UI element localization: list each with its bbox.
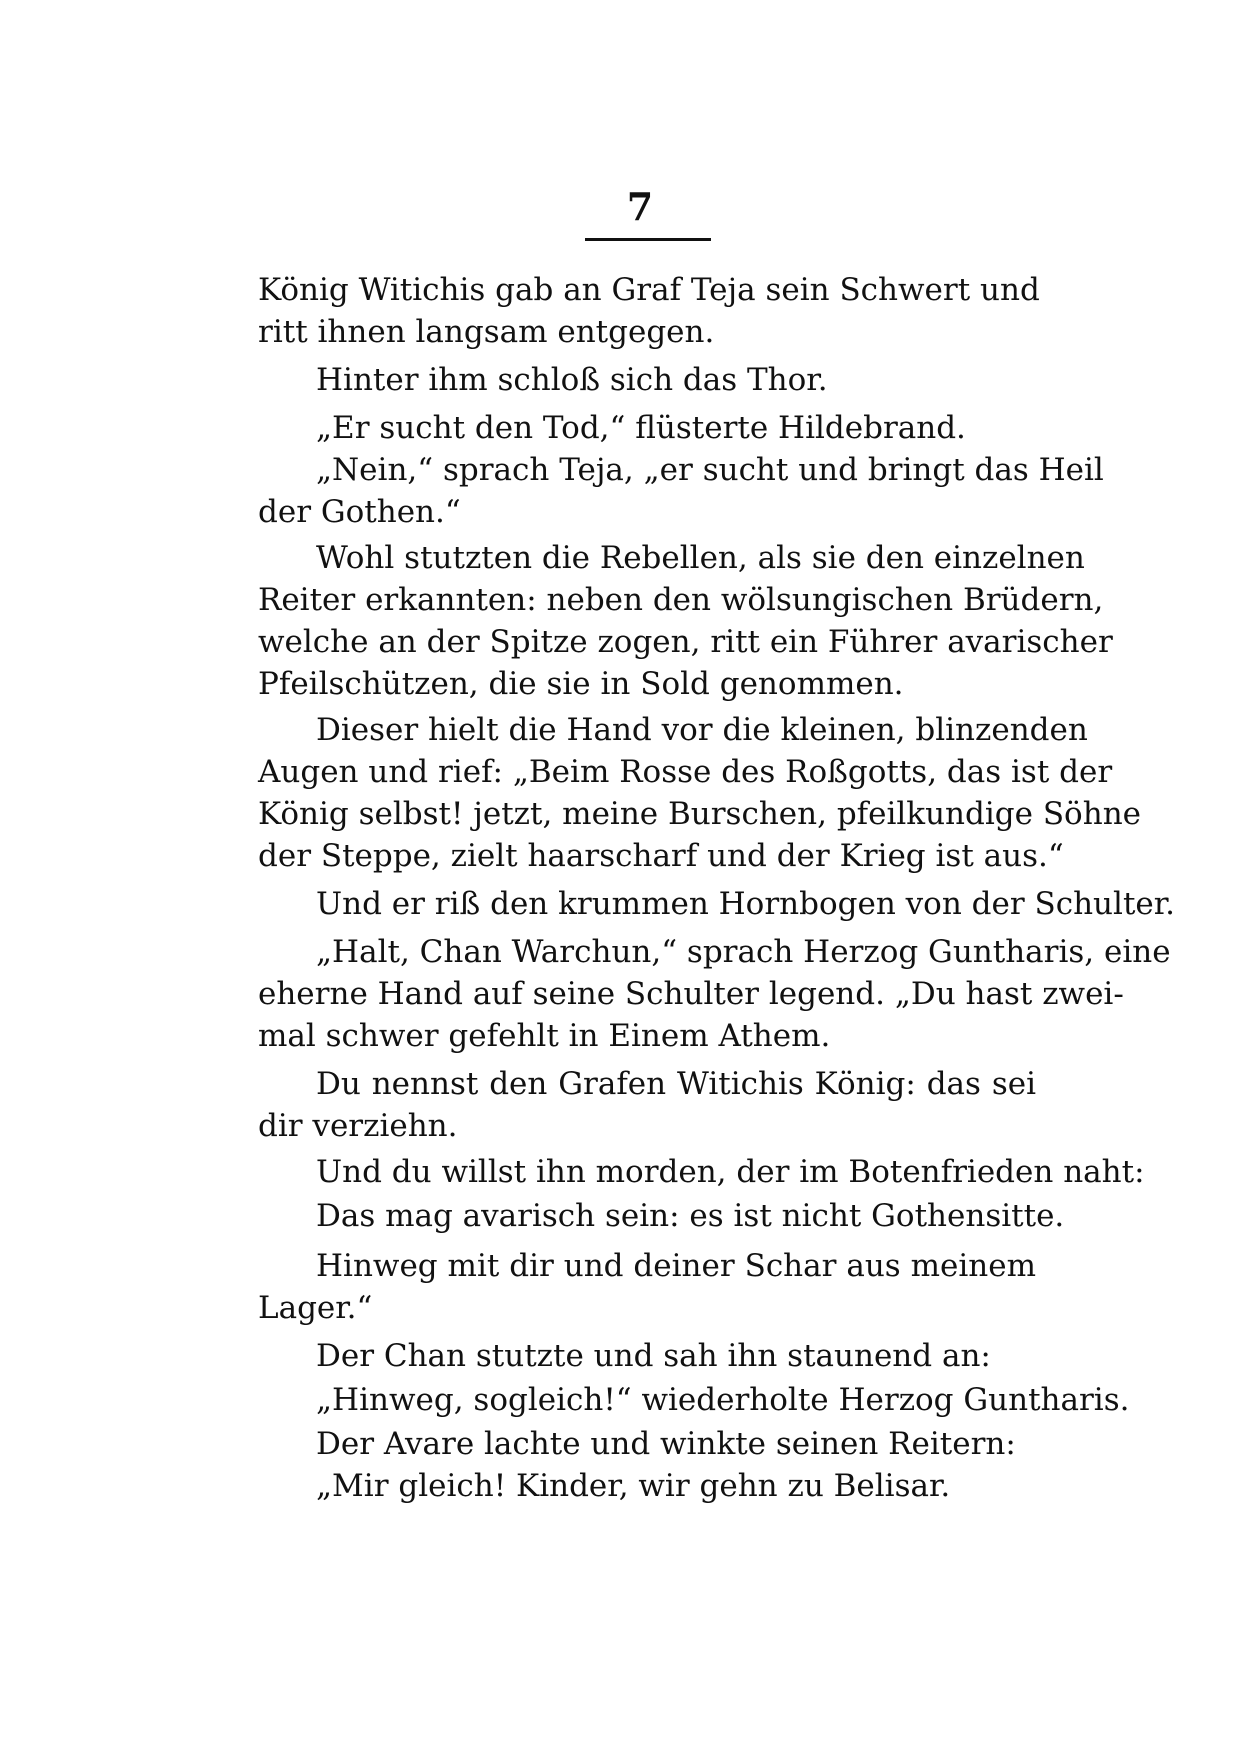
text-line: Hinweg mit dir und deiner Schar aus meinem [316,1248,1036,1284]
text-line: „Halt, Chan Warchun,“ sprach Herzog Guntharis, eine [316,934,1171,970]
text-line: Lager.“ [258,1290,373,1326]
text-line: eherne Hand auf seine Schulter legend. „Du hast zwei- [258,976,1124,1012]
text-line: „Mir gleich! Kinder, wir gehn zu Belisar. [316,1468,951,1504]
text-line: welche an der Spitze zogen, ritt ein Führer avarischer [258,624,1113,660]
text-line: ritt ihnen langsam entgegen. [258,314,715,350]
text-line: Das mag avarisch sein: es ist nicht Gothensitte. [316,1198,1065,1234]
text-line: mal schwer gefehlt in Einem Athem. [258,1018,831,1054]
text-line: Der Avare lachte und winkte seinen Reitern: [316,1426,1016,1462]
text-line: „Er sucht den Tod,“ flüsterte Hildebrand. [316,410,966,446]
text-line: „Nein,“ sprach Teja, „er sucht und bringt das Heil [316,452,1104,488]
page-number: 7 [626,184,654,229]
text-line: Du nennst den Grafen Witichis König: das sei [316,1066,1036,1102]
text-line: Und er riß den krummen Hornbogen von der Schulter. [316,886,1176,922]
text-line: Hinter ihm schloß sich das Thor. [316,362,828,398]
text-line: „Hinweg, sogleich!“ wiederholte Herzog Guntharis. [316,1382,1130,1418]
page-number-rule [585,238,711,241]
text-line: dir verziehn. [258,1108,458,1144]
text-line: Wohl stutzten die Rebellen, als sie den einzelnen [316,540,1085,576]
text-line: Pfeilschützen, die sie in Sold genommen. [258,666,904,702]
text-line: der Steppe, zielt haarscharf und der Krieg ist aus.“ [258,838,1064,874]
text-line: der Gothen.“ [258,494,461,530]
text-line: Reiter erkannten: neben den wölsungischen Brüdern, [258,582,1104,618]
text-line: König Witichis gab an Graf Teja sein Schwert und [258,272,1040,308]
text-line: Dieser hielt die Hand vor die kleinen, blinzenden [316,712,1088,748]
text-line: König selbst! jetzt, meine Burschen, pfeilkundige Söhne [258,796,1142,832]
text-line: Der Chan stutzte und sah ihn staunend an: [316,1338,991,1374]
text-line: Und du willst ihn morden, der im Botenfrieden naht: [316,1154,1145,1190]
text-line: Augen und rief: „Beim Rosse des Roßgotts, das ist der [258,754,1113,790]
